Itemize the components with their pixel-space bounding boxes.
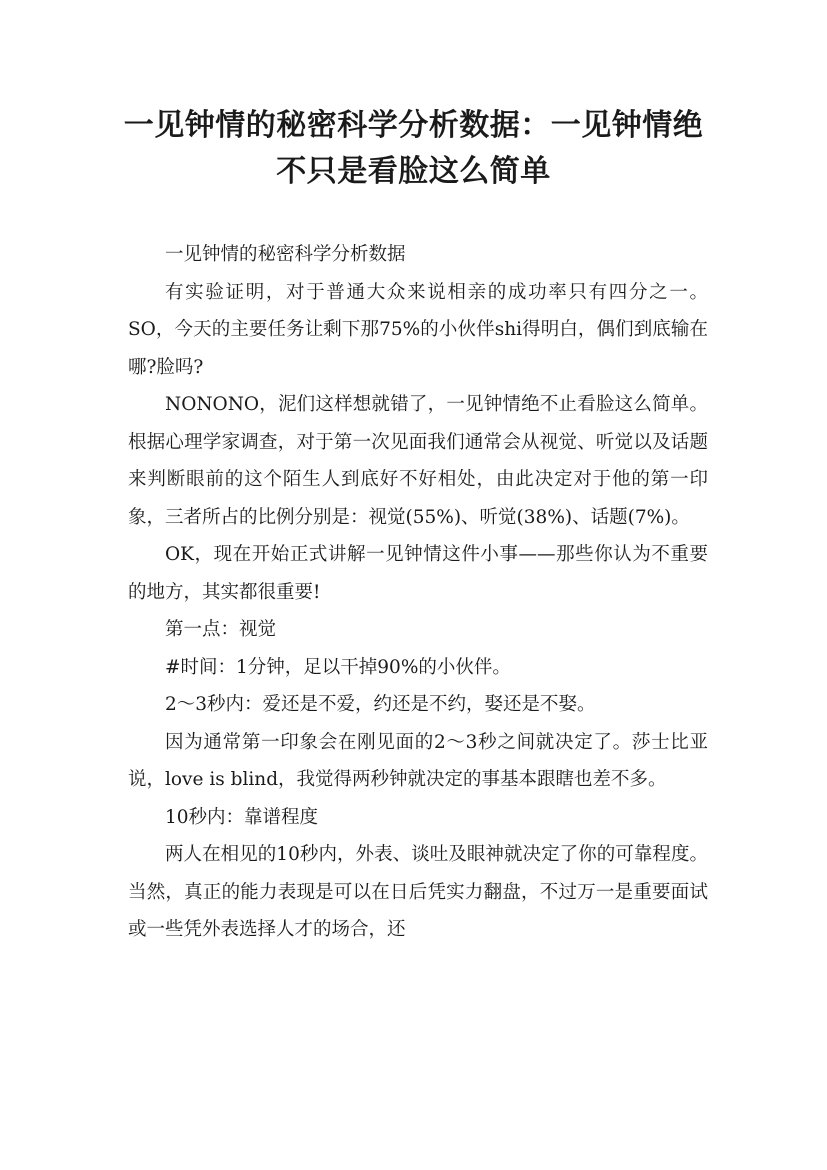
paragraph: 第一点：视觉 (165, 619, 277, 640)
paragraph: NONONO，泥们这样想就错了，一见钟情绝不止看脸这么简单。根据心理学家调查，对于第一次见面我们通常会从视觉、听觉以及话题来判断眼前的这个陌生人到底好不好相处，由此决定对于他的第一印象，三者所占的比例分别是：视觉(55%)、听觉(38%)、话题(7%)。 (128, 394, 708, 528)
paragraph: 2～3秒内：爱还是不爱，约还是不约，娶还是不娶。 (165, 694, 596, 715)
paragraph: OK，现在开始正式讲解一见钟情这件小事——那些你认为不重要的地方，其实都很重要! (128, 544, 708, 603)
document-title (100, 103, 727, 195)
title-line-1: 一见钟情的秘密科学分析数据：一见钟情绝 (123, 108, 704, 143)
paragraph: 10秒内：靠谱程度 (165, 806, 319, 828)
title-line-2: 不只是看脸这么简单 (276, 154, 551, 189)
document-body (128, 236, 708, 949)
paragraph: #时间：1分钟，足以干掉90%的小伙伴。 (165, 656, 511, 678)
paragraph: 有实验证明，对于普通大众来说相亲的成功率只有四分之一。SO，今天的主要任务让剩下那75%的小伙伴shi得明白，偶们到底输在哪?脸吗? (128, 281, 708, 378)
paragraph: 一见钟情的秘密科学分析数据 (165, 244, 406, 265)
paragraph: 两人在相见的10秒内，外表、谈吐及眼神就决定了你的可靠程度。当然，真正的能力表现是可以在日后凭实力翻盘，不过万一是重要面试或一些凭外表选择人才的场合，还 (128, 844, 708, 940)
paragraph: 因为通常第一印象会在刚见面的2～3秒之间就决定了。莎士比亚说，love is blind，我觉得两秒钟就决定的事基本跟瞎也差不多。 (128, 731, 708, 790)
